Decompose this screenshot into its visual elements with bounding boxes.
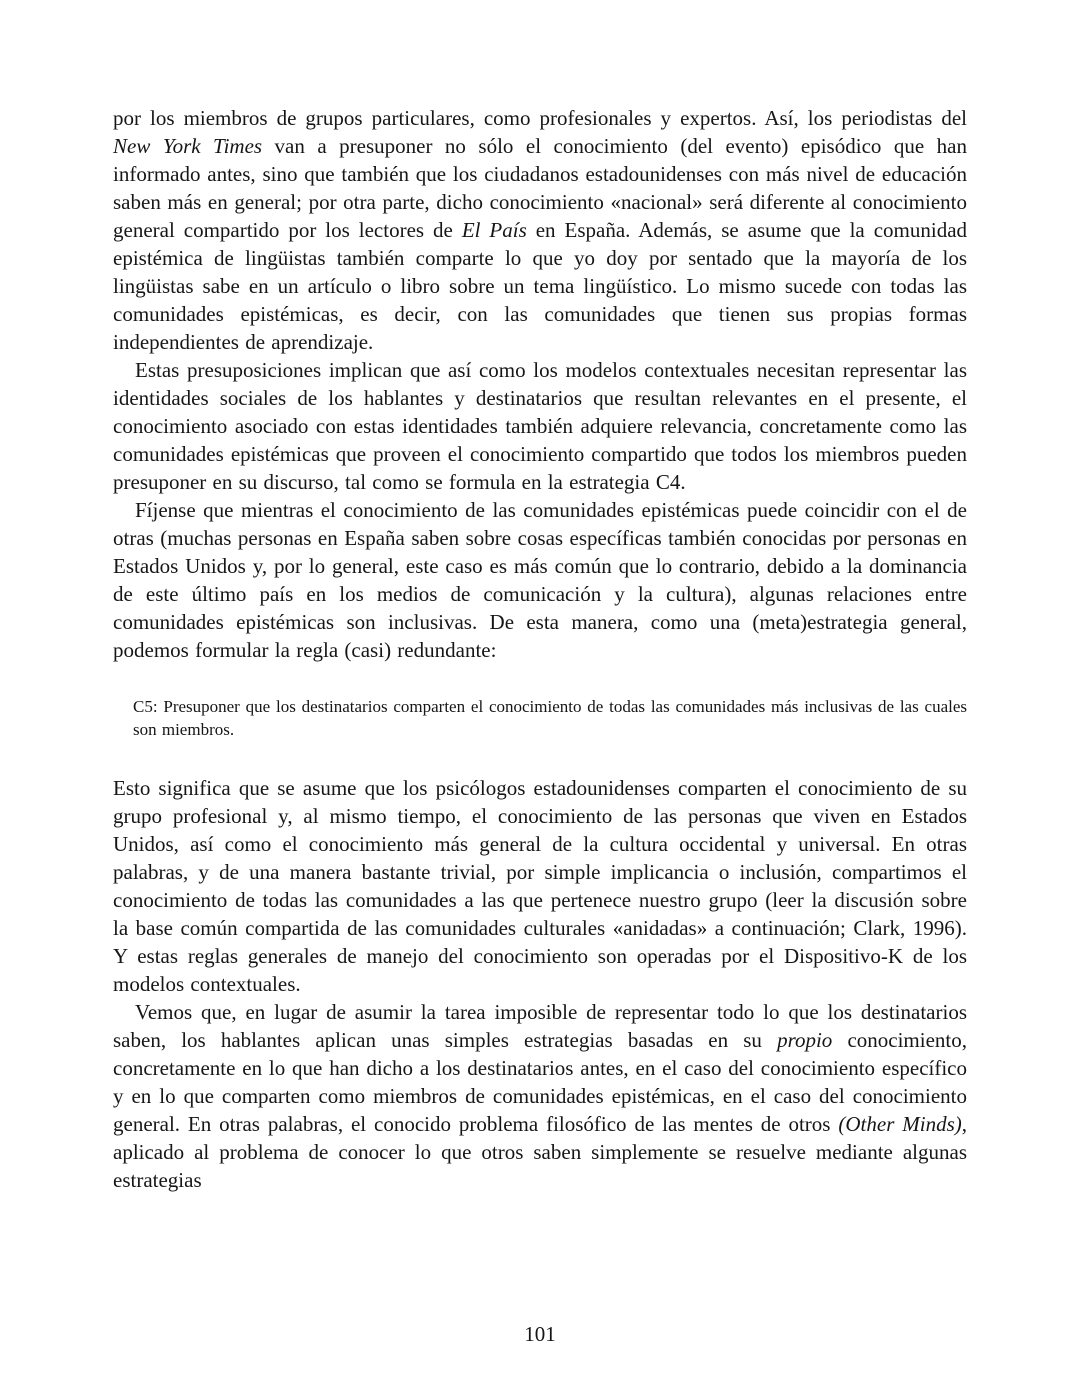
paragraph-esto-significa: Esto significa que se asume que los psicólogos estadounidenses comparten el conocimiento de su grupo profesional y, al mismo tiempo, el conocimiento de las personas que viven en Estados Unidos, así como el conocimiento más general de la cultura occidental y universal. En otras palabras, y de una manera bastante trivial, por simple implicancia o inclusión, compartimos el conocimiento de todas las comunidades a las que pertenece nuestro grupo (leer la discusión sobre la base común compartida de las comunidades culturales «anidadas» a continuación; Clark, 1996). Y estas reglas generales de manejo del conocimiento son operadas por el Dispositivo-K de los modelos contextuales. bbox=[113, 776, 967, 996]
body-text: van a presuponer no sólo el conocimiento (del evento) episódico que han informado antes, sino que también que los ciudadanos estadounidenses con más nivel de educación saben más en general; por otra parte, dicho conocimiento «nacional» será diferente al conocimiento general compartido por los lectores de bbox=[113, 134, 967, 242]
italic-word-propio: propio bbox=[777, 1028, 833, 1052]
body-text: en España. Además, se asume que la comunidad epistémica de lingüistas también comparte lo que yo doy por sentado que la mayoría de los lingüistas sabe en un artículo o libro sobre un tema lingüístico. Lo mismo sucede con todas las comunidades epistémicas, es decir, con las comunidades que tienen sus propias formas independientes de aprendizaje. bbox=[113, 218, 968, 354]
body-text: , aplicado al problema de conocer lo que otros saben simplemente se resuelve mediante algunas estrategias bbox=[113, 1112, 967, 1192]
paragraph-vemos-que bbox=[113, 998, 967, 1194]
block-quote-c5: C5: Presuponer que los destinatarios comparten el conocimiento de todas las comunidades más inclusivas de las cuales son miembros. bbox=[133, 697, 967, 739]
page-body-text bbox=[113, 104, 967, 1194]
italic-title-el-pais: El País bbox=[461, 218, 527, 242]
paragraph-continuation bbox=[113, 104, 967, 356]
body-text: por los miembros de grupos particulares, como profesionales y expertos. Así, los periodistas del bbox=[113, 106, 967, 130]
italic-title-new-york-times: New York Times bbox=[113, 134, 263, 158]
paragraph-fijense: Fíjense que mientras el conocimiento de las comunidades epistémicas puede coincidir con el de otras (muchas personas en España saben sobre cosas específicas también conocidas por personas en Estados Unidos y, por lo general, este caso es más común que lo contrario, debido a la dominancia de este último país en los medios de comunicación y la cultura), algunas relaciones entre comunidades epistémicas son inclusivas. De esta manera, como una (meta)estrategia general, podemos formular la regla (casi) redundante: bbox=[113, 498, 967, 662]
italic-phrase-other-minds: (Other Minds) bbox=[838, 1112, 962, 1136]
paragraph-presuposiciones: Estas presuposiciones implican que así como los modelos contextuales necesitan representar las identidades sociales de los hablantes y destinatarios que resultan relevantes en el presente, el conocimiento asociado con estas identidades también adquiere relevancia, concretamente como las comunidades epistémicas que proveen el conocimiento compartido que todos los miembros pueden presuponer en su discurso, tal como se formula en la estrategia C4. bbox=[113, 358, 967, 494]
body-text: conocimiento, concretamente en lo que han dicho a los destinatarios antes, en el caso del conocimiento específico y en lo que comparten como miembros de comunidades epistémicas, en el caso del conocimiento general. En otras palabras, el conocido problema filosófico de las mentes de otros bbox=[113, 1028, 967, 1136]
page-number: 101 bbox=[524, 1322, 556, 1346]
body-text: Vemos que, en lugar de asumir la tarea imposible de representar todo lo que los destinatarios saben, los hablantes aplican unas simples estrategias basadas en su bbox=[113, 1000, 967, 1052]
